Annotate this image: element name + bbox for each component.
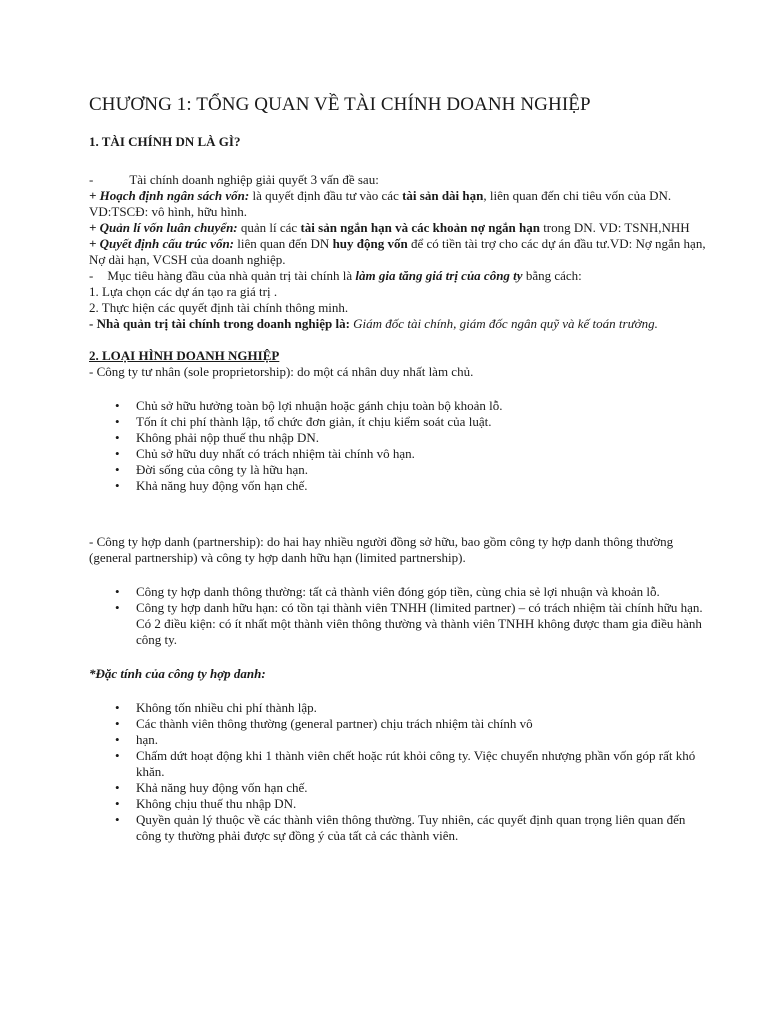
- list-item: • hạn.: [89, 732, 708, 748]
- para-working-capital: [89, 220, 708, 236]
- para-text: , liên quan đến chi tiêu vốn của DN. VD:TSCĐ: vô hình, hữu hình.: [89, 188, 672, 219]
- list-item: • Khả năng huy động vốn hạn chế.: [89, 478, 708, 494]
- list-item: • Tốn ít chi phí thành lập, tổ chức đơn giản, ít chịu kiểm soát của luật.: [89, 414, 708, 430]
- para-bold-italic: làm gia tăng giá trị của công ty: [355, 268, 523, 283]
- list-item: • Đời sống của công ty là hữu hạn.: [89, 462, 708, 478]
- para-bold: - Nhà quản trị tài chính trong doanh nghiệp là:: [89, 316, 350, 331]
- spacer: [89, 332, 708, 348]
- para-step-1: 1. Lựa chọn các dự án tạo ra giá trị .: [89, 284, 278, 299]
- partnership-list: [89, 584, 708, 648]
- para-capital-structure: [89, 236, 708, 268]
- para-text: liên quan đến DN: [234, 236, 333, 251]
- list-item: • Khả năng huy động vốn hạn chế.: [89, 780, 708, 796]
- para-bold: huy động vốn: [332, 236, 408, 251]
- list-item: • Công ty hợp danh thông thường: tất cả thành viên đóng góp tiền, cùng chia sẻ lợi nhuận và khoản lỗ.: [89, 584, 708, 600]
- para-label: + Quản lí vốn luân chuyển:: [89, 220, 238, 235]
- para-bold: tài sản ngắn hạn và các khoản nợ ngắn hạn: [300, 220, 540, 235]
- partnership-traits-heading: *Đặc tính của công ty hợp danh:: [89, 666, 266, 681]
- para-bold: tài sản dài hạn: [402, 188, 484, 203]
- para-step-2: 2. Thực hiện các quyết định tài chính thông minh.: [89, 300, 349, 315]
- partnership-traits-list: [89, 700, 708, 844]
- para-text: để có tiền tài trợ cho các dự án đầu tư.VD: Nợ ngắn hạn, Nợ dài hạn, VCSH của doanh nghiệp.: [89, 236, 706, 267]
- spacer: [89, 648, 708, 666]
- sole-proprietorship-intro: - Công ty tư nhân (sole proprietorship): do một cá nhân duy nhất làm chủ.: [89, 364, 474, 379]
- sole-proprietorship-list: [89, 398, 708, 494]
- list-item: • Không phải nộp thuế thu nhập DN.: [89, 430, 708, 446]
- chapter-title: CHƯƠNG 1: TỔNG QUAN VỀ TÀI CHÍNH DOANH NGHIỆP: [89, 94, 591, 115]
- intro-text: Tài chính doanh nghiệp giải quyết 3 vấn đề sau:: [129, 172, 379, 187]
- list-item: • Chủ sở hữu hưởng toàn bộ lợi nhuận hoặc gánh chịu toàn bộ khoản lỗ.: [89, 398, 708, 414]
- list-item: • Công ty hợp danh hữu hạn: có tồn tại thành viên TNHH (limited partner) – có trách nhiệm tài chính hữu hạn. Có 2 điều kiện: có ít nhất một thành viên thông thường và thành viên TNHH không được tham gia điều hành công ty.: [89, 600, 708, 648]
- para-financial-manager: [89, 316, 708, 332]
- para-text: là quyết định đầu tư vào các: [249, 188, 403, 203]
- spacer: [89, 150, 708, 166]
- spacer: [89, 494, 708, 534]
- list-item: • Không chịu thuế thu nhập DN.: [89, 796, 708, 812]
- para-italic: Giám đốc tài chính, giám đốc ngân quỹ và kế toán trưởng.: [349, 316, 658, 331]
- para-label: + Quyết định cấu trúc vốn:: [89, 236, 234, 251]
- list-item: • Các thành viên thông thường (general partner) chịu trách nhiệm tài chính vô: [89, 716, 708, 732]
- para-text: bằng cách:: [522, 268, 582, 283]
- section-1-intro: [89, 172, 708, 188]
- list-item: • Chấm dứt hoạt động khi 1 thành viên chết hoặc rút khỏi công ty. Việc chuyển nhượng phần vốn góp rất khó khăn.: [89, 748, 708, 780]
- para-goal: [89, 268, 708, 284]
- partnership-intro: - Công ty hợp danh (partnership): do hai hay nhiều người đồng sở hữu, bao gồm công ty hợp danh thông thường (general partnership) và công ty hợp danh hữu hạn (limited partnership).: [89, 534, 674, 565]
- para-text: trong DN. VD: TSNH,NHH: [539, 220, 690, 235]
- para-label: + Hoạch định ngân sách vốn:: [89, 188, 250, 203]
- para-text: Mục tiêu hàng đầu của nhà quản trị tài chính là: [107, 268, 356, 283]
- spacer: [89, 682, 708, 700]
- section-2-heading: 2. LOẠI HÌNH DOANH NGHIỆP: [89, 348, 280, 363]
- dash: -: [89, 172, 94, 187]
- section-1-heading: 1. TÀI CHÍNH DN LÀ GÌ?: [89, 134, 241, 149]
- list-item: • Quyền quản lý thuộc về các thành viên thông thường. Tuy nhiên, các quyết định quan trọng liên quan đến công ty thường phải được sự đồng ý của tất cả các thành viên.: [89, 812, 708, 844]
- spacer: [89, 566, 708, 584]
- dash: -: [89, 268, 94, 283]
- list-item: • Chủ sở hữu duy nhất có trách nhiệm tài chính vô hạn.: [89, 446, 708, 462]
- list-item: • Không tốn nhiều chi phí thành lập.: [89, 700, 708, 716]
- para-text: quản lí các: [237, 220, 301, 235]
- para-capital-budgeting: [89, 188, 708, 220]
- spacer: [89, 380, 708, 398]
